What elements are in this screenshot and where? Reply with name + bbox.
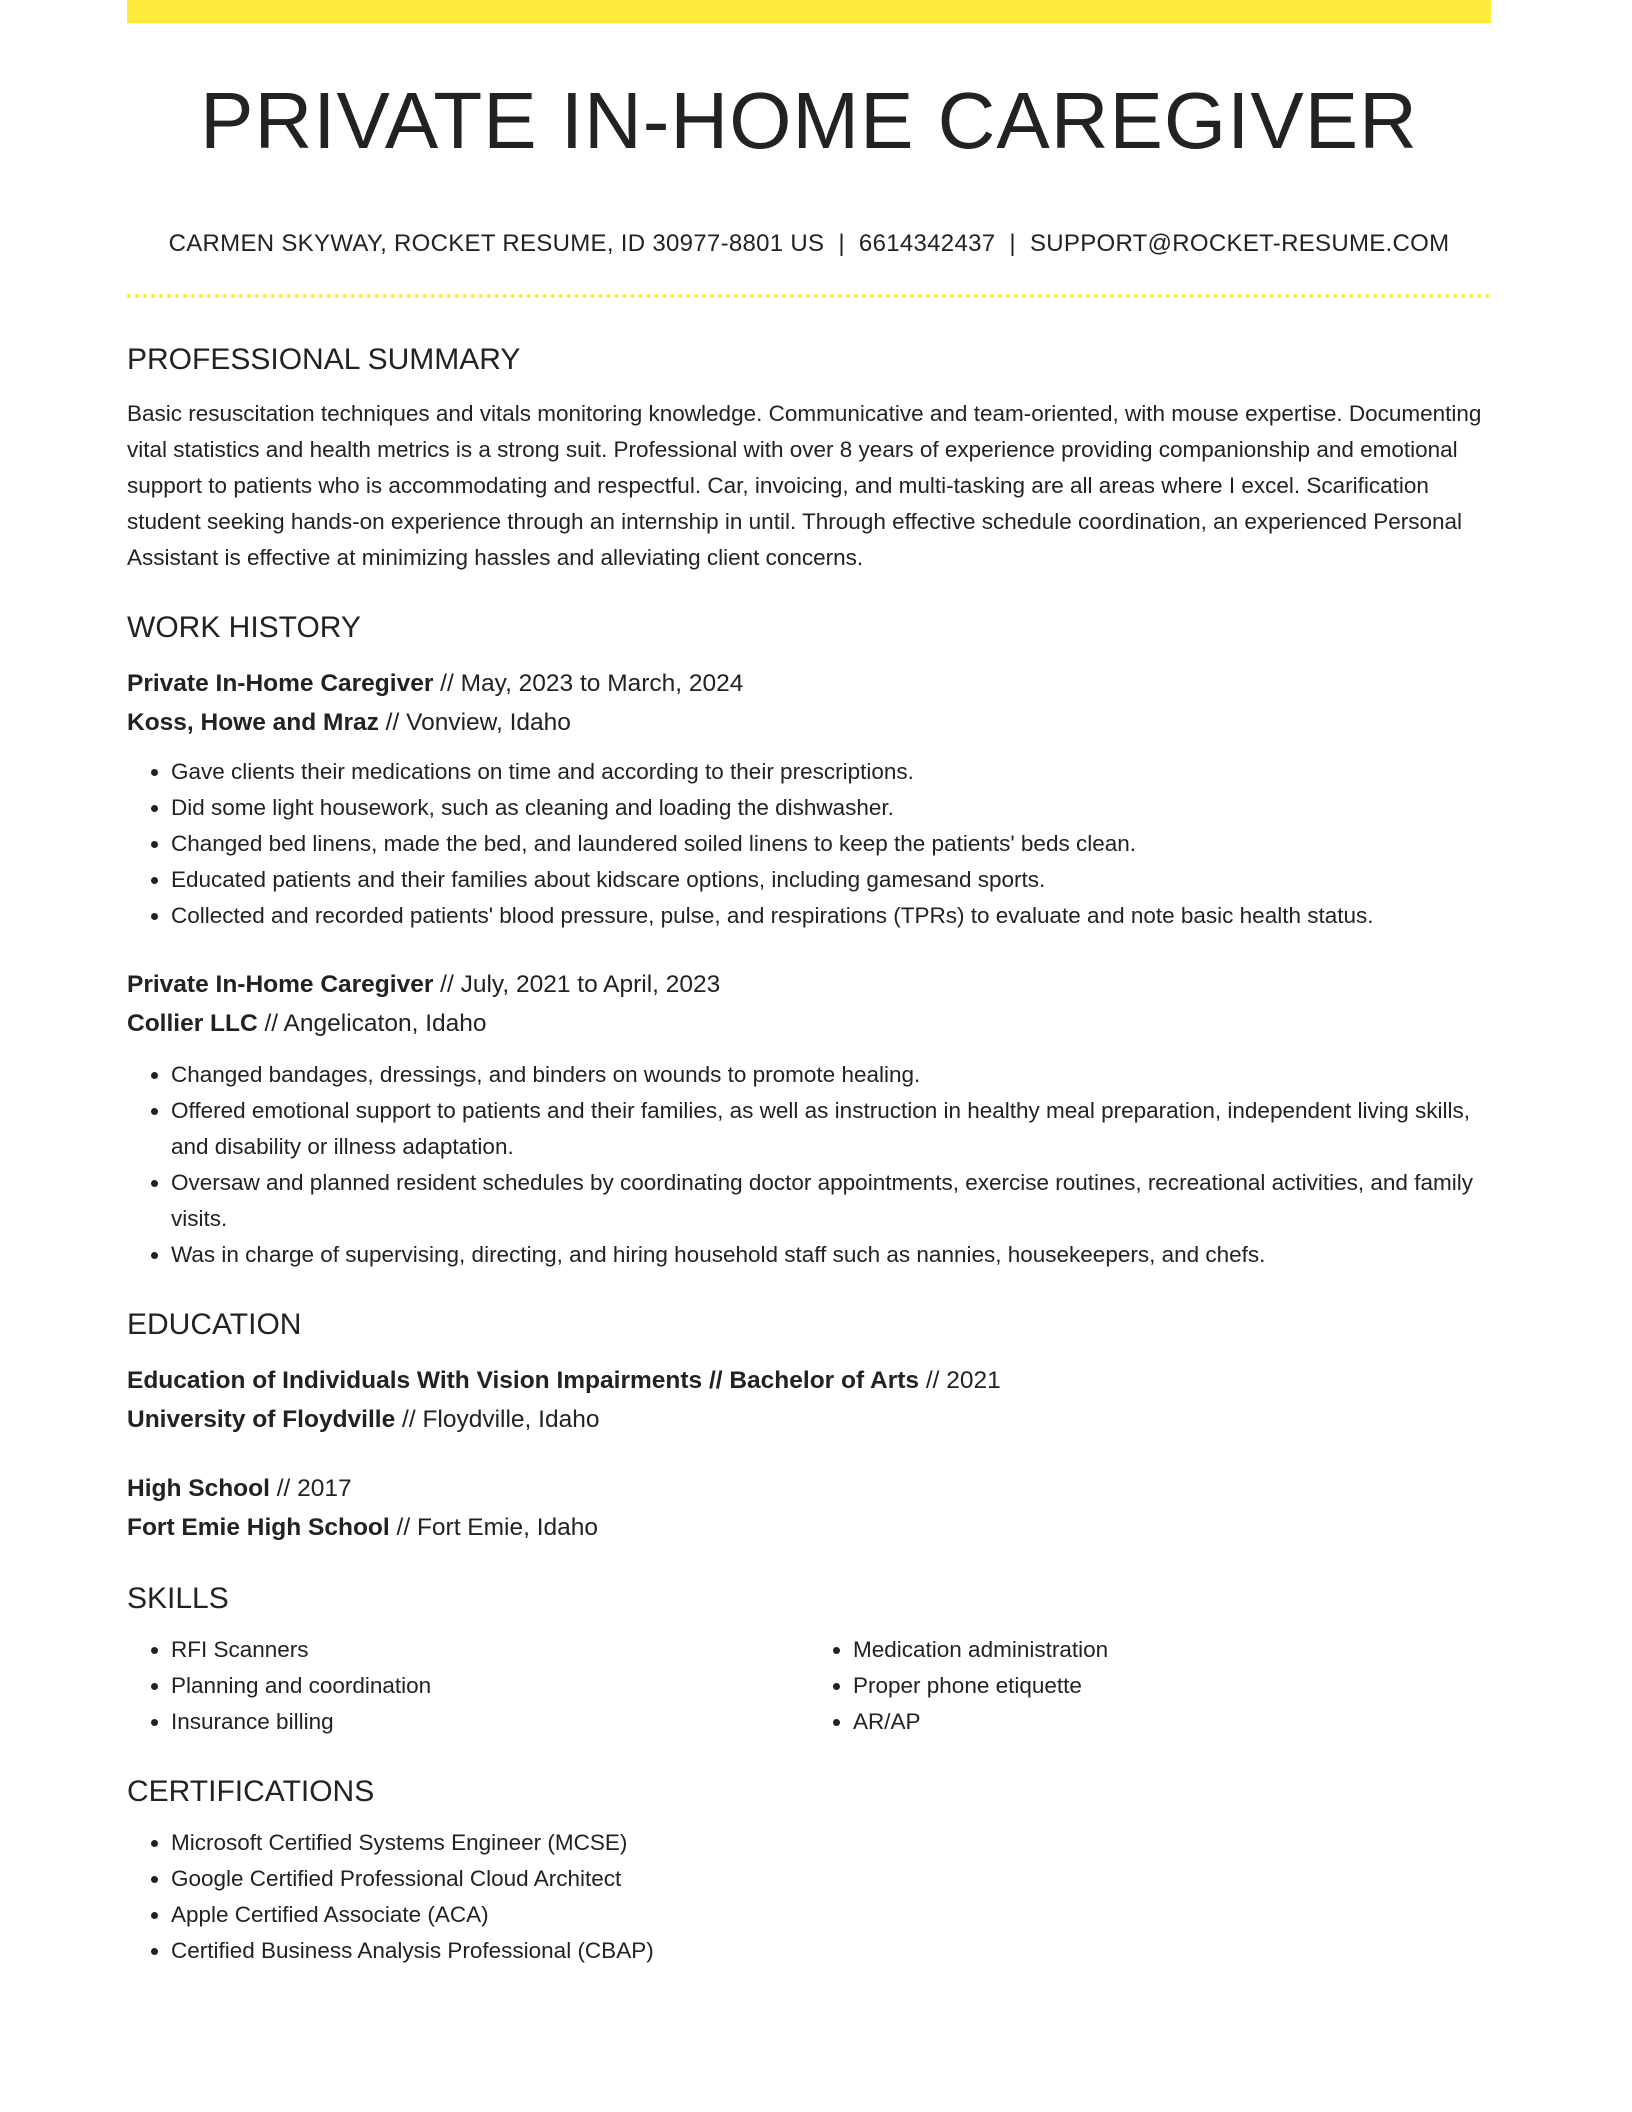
education-degree: High School bbox=[127, 1475, 270, 1502]
job-company-line bbox=[127, 1004, 1491, 1043]
job-title-line bbox=[127, 664, 1491, 703]
job-bullet: • Changed bed linens, made the bed, and laundered soiled linens to keep the patients' beds clean. bbox=[171, 826, 1491, 862]
contact-phone: 6614342437 bbox=[858, 230, 996, 257]
contact-email: SUPPORT@ROCKET-RESUME.COM bbox=[1029, 230, 1450, 257]
skills-heading: SKILLS bbox=[127, 1582, 229, 1615]
job-bullet: • Gave clients their medications on time and according to their prescriptions. bbox=[171, 754, 1491, 790]
job-bullet: • Oversaw and planned resident schedules by coordinating doctor appointments, exercise routines, recreational activities, and family visits. bbox=[171, 1165, 1491, 1237]
job-entry bbox=[127, 664, 1491, 934]
education-year: // 2017 bbox=[269, 1475, 352, 1502]
contact-line bbox=[127, 230, 1491, 258]
job-location: // Vonview, Idaho bbox=[378, 709, 571, 736]
job-dates: // July, 2021 to April, 2023 bbox=[433, 971, 721, 998]
certifications-list bbox=[127, 1825, 1491, 1969]
skill-item: • Medication administration bbox=[853, 1632, 1491, 1668]
top-accent-bar bbox=[127, 0, 1491, 23]
job-dates: // May, 2023 to March, 2024 bbox=[433, 670, 744, 697]
job-title: Private In-Home Caregiver bbox=[127, 971, 434, 998]
education-school-line bbox=[127, 1400, 1491, 1439]
education-entry bbox=[127, 1361, 1491, 1439]
skills-grid bbox=[127, 1632, 1491, 1740]
skill-item: • RFI Scanners bbox=[171, 1632, 809, 1668]
job-bullet: • Educated patients and their families about kidscare options, including gamesand sports. bbox=[171, 862, 1491, 898]
skill-item: • Insurance billing bbox=[171, 1704, 809, 1740]
job-company: Collier LLC bbox=[127, 1010, 258, 1037]
job-bullet: • Did some light housework, such as cleaning and loading the dishwasher. bbox=[171, 790, 1491, 826]
contact-address: CARMEN SKYWAY, ROCKET RESUME, ID 30977-8801 US bbox=[168, 230, 825, 257]
skills-list-left bbox=[127, 1632, 809, 1740]
job-bullet: • Was in charge of supervising, directing, and hiring household staff such as nannies, housekeepers, and chefs. bbox=[171, 1237, 1491, 1273]
skills-list-right bbox=[809, 1632, 1491, 1740]
certification-item: • Google Certified Professional Cloud Architect bbox=[171, 1861, 1491, 1897]
resume-page bbox=[127, 0, 1491, 1969]
education-school: University of Floydville bbox=[127, 1406, 396, 1433]
education-degree-line bbox=[127, 1361, 1491, 1400]
education-degree-line bbox=[127, 1469, 1491, 1508]
job-bullets bbox=[127, 754, 1491, 934]
skill-item: • AR/AP bbox=[853, 1704, 1491, 1740]
education-school: Fort Emie High School bbox=[127, 1514, 390, 1541]
education-entry bbox=[127, 1469, 1491, 1547]
skill-item: • Planning and coordination bbox=[171, 1668, 809, 1704]
dotted-divider bbox=[127, 294, 1491, 298]
education-location: // Fort Emie, Idaho bbox=[389, 1514, 599, 1541]
job-bullet: • Changed bandages, dressings, and binders on wounds to promote healing. bbox=[171, 1057, 1491, 1093]
education-school-line bbox=[127, 1508, 1491, 1547]
skill-item: • Proper phone etiquette bbox=[853, 1668, 1491, 1704]
certifications-heading: CERTIFICATIONS bbox=[127, 1775, 375, 1808]
education-heading: EDUCATION bbox=[127, 1308, 302, 1341]
job-entry bbox=[127, 965, 1491, 1273]
job-location: // Angelicaton, Idaho bbox=[257, 1010, 487, 1037]
job-company-line bbox=[127, 703, 1491, 742]
job-title-line bbox=[127, 965, 1491, 1004]
resume-title: PRIVATE IN-HOME CAREGIVER bbox=[200, 76, 1418, 165]
summary-text: Basic resuscitation techniques and vitals monitoring knowledge. Communicative and team-oriented, with mouse expertise. Documenting vital statistics and health metrics is a strong suit. Professional with over 8 years of experience providing companionship and emotional support to patients who is accommodating and respectful. Car, invoicing, and multi-tasking are all areas where I excel. Scarification student seeking hands-on experience through an internship in until. Through effective schedule coordination, an experienced Personal Assistant is effective at minimizing hassles and alleviating client concerns. bbox=[127, 401, 1482, 570]
contact-separator: | bbox=[1009, 230, 1016, 257]
certification-item: • Certified Business Analysis Professional (CBAP) bbox=[171, 1933, 1491, 1969]
job-bullet: • Offered emotional support to patients and their families, as well as instruction in healthy meal preparation, independent living skills, and disability or illness adaptation. bbox=[171, 1093, 1491, 1165]
education-degree: Education of Individuals With Vision Impairments // Bachelor of Arts bbox=[127, 1367, 920, 1394]
certification-item: • Apple Certified Associate (ACA) bbox=[171, 1897, 1491, 1933]
summary-heading: PROFESSIONAL SUMMARY bbox=[127, 343, 521, 376]
work-history-heading: WORK HISTORY bbox=[127, 611, 361, 644]
certification-item: • Microsoft Certified Systems Engineer (MCSE) bbox=[171, 1825, 1491, 1861]
job-company: Koss, Howe and Mraz bbox=[127, 709, 379, 736]
job-title: Private In-Home Caregiver bbox=[127, 670, 434, 697]
job-bullet: • Collected and recorded patients' blood pressure, pulse, and respirations (TPRs) to evaluate and note basic health status. bbox=[171, 898, 1491, 934]
contact-separator: | bbox=[838, 230, 845, 257]
education-year: // 2021 bbox=[919, 1367, 1001, 1394]
job-bullets bbox=[127, 1057, 1491, 1273]
education-location: // Floydville, Idaho bbox=[395, 1406, 600, 1433]
